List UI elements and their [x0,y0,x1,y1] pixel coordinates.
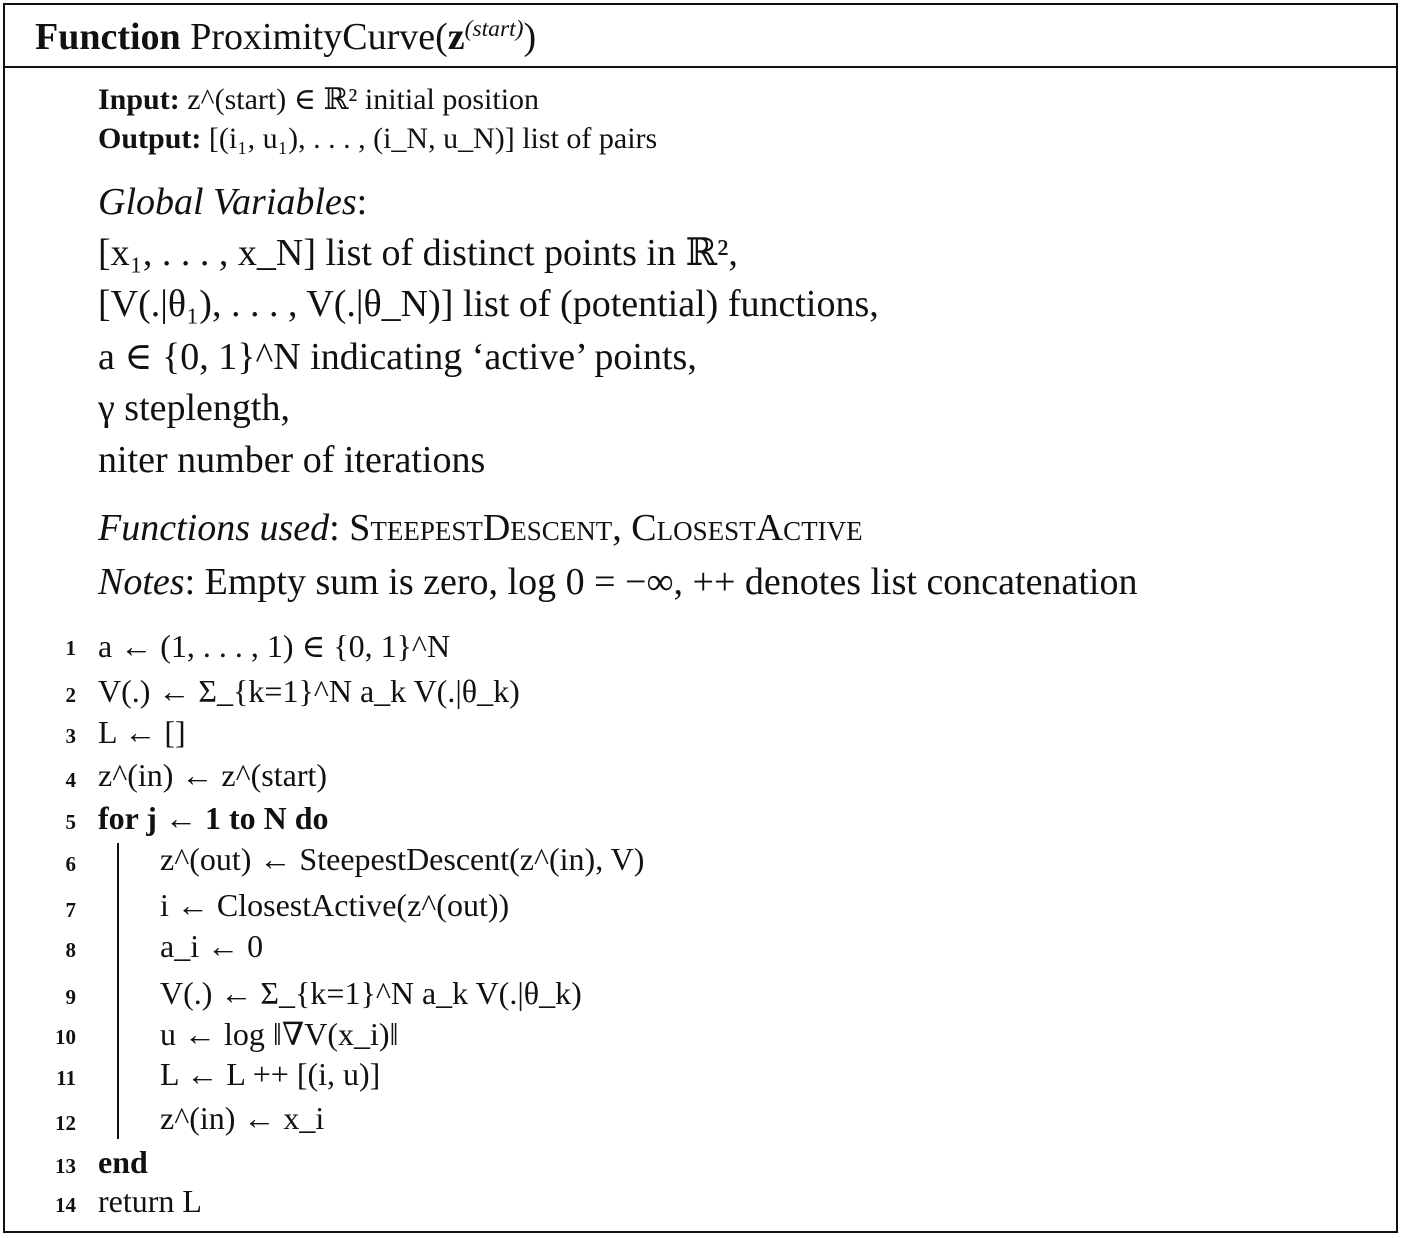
output-line [98,122,657,156]
algo-line: z^(in) ← x_i [160,1100,325,1136]
line-number: 12 [55,1111,76,1135]
output-label: Output: [98,122,202,155]
algo-line: end [98,1144,148,1180]
functions-used-line: Functions used: SteepestDescent, ClosestActive [98,507,863,549]
algo-line: z^(in) ← z^(start) [98,757,328,793]
line-number: 3 [65,724,76,748]
line-number: 1 [65,636,76,660]
global-item: [V(.|θ₁), . . . , V(.|θ_N)] list of (potential) functions, [98,283,879,325]
algo-line: V(.) ← Σ_{k=1}^N a_k V(.|θ_k) [160,975,582,1011]
line-number: 8 [65,938,76,962]
function-signature: Function $ProximityCurve(z^{(start)})$ [35,16,537,58]
line-number: 6 [65,852,76,876]
notes-line: Notes: Empty sum is zero, log 0 = −∞, ++ denotes list concatenation [98,561,1138,603]
globals-title-text: Global Variables [98,181,357,223]
algo-line: L ← [] [98,714,186,750]
line-number: 4 [65,768,76,792]
notes-label: Notes [98,561,185,603]
output-text: [(i₁, u₁), . . . , (i_N, u_N)] list of pairs [208,122,658,155]
line-number: 10 [55,1025,76,1049]
line-number: 14 [55,1193,76,1217]
algo-line: a_i ← 0 [160,928,264,964]
functions-used-label: Functions used [98,507,330,549]
functions-used-value: SteepestDescent, ClosestActive [349,507,863,549]
function-argument-sup: (start) [464,16,524,43]
input-label: Input: [98,83,180,116]
function-argument: z [447,16,465,58]
global-item: [x₁, . . . , x_N] list of distinct points in ℝ², [98,232,738,274]
line-number: 5 [65,810,76,834]
global-item: γ steplength, [98,387,290,429]
line-number: 13 [55,1154,76,1178]
line-number: 9 [65,985,76,1009]
algo-line: i ← ClosestActive(z^(out)) [160,887,510,923]
algorithm-header [5,5,1396,68]
function-keyword: Function [35,16,181,58]
function-name: ProximityCurve [190,16,436,58]
input-text: z^(start) ∈ ℝ² initial position [187,83,540,116]
loop-body-bar [117,843,119,1139]
input-line [98,82,539,117]
line-number: 2 [65,683,76,707]
globals-title: Global Variables: [98,181,368,223]
algo-line: u ← log ‖∇V(x_i)‖ [160,1016,399,1052]
global-item: a ∈ {0, 1}^N indicating ‘active’ points, [98,336,697,378]
global-item: niter number of iterations [98,439,486,481]
algo-line: L ← L ++ [(i, u)] [160,1056,381,1092]
algo-line: a ← (1, . . . , 1) ∈ {0, 1}^N [98,628,451,664]
algo-line: V(.) ← Σ_{k=1}^N a_k V(.|θ_k) [98,673,520,709]
line-number: 7 [65,898,76,922]
algo-line: for j ← 1 to N do [98,800,329,836]
notes-value: Empty sum is zero, log 0 = −∞, ++ denotes list concatenation [204,561,1138,603]
algo-line: return L [98,1183,202,1219]
line-number: 11 [56,1066,76,1090]
algo-line: z^(out) ← SteepestDescent(z^(in), V) [160,841,645,877]
